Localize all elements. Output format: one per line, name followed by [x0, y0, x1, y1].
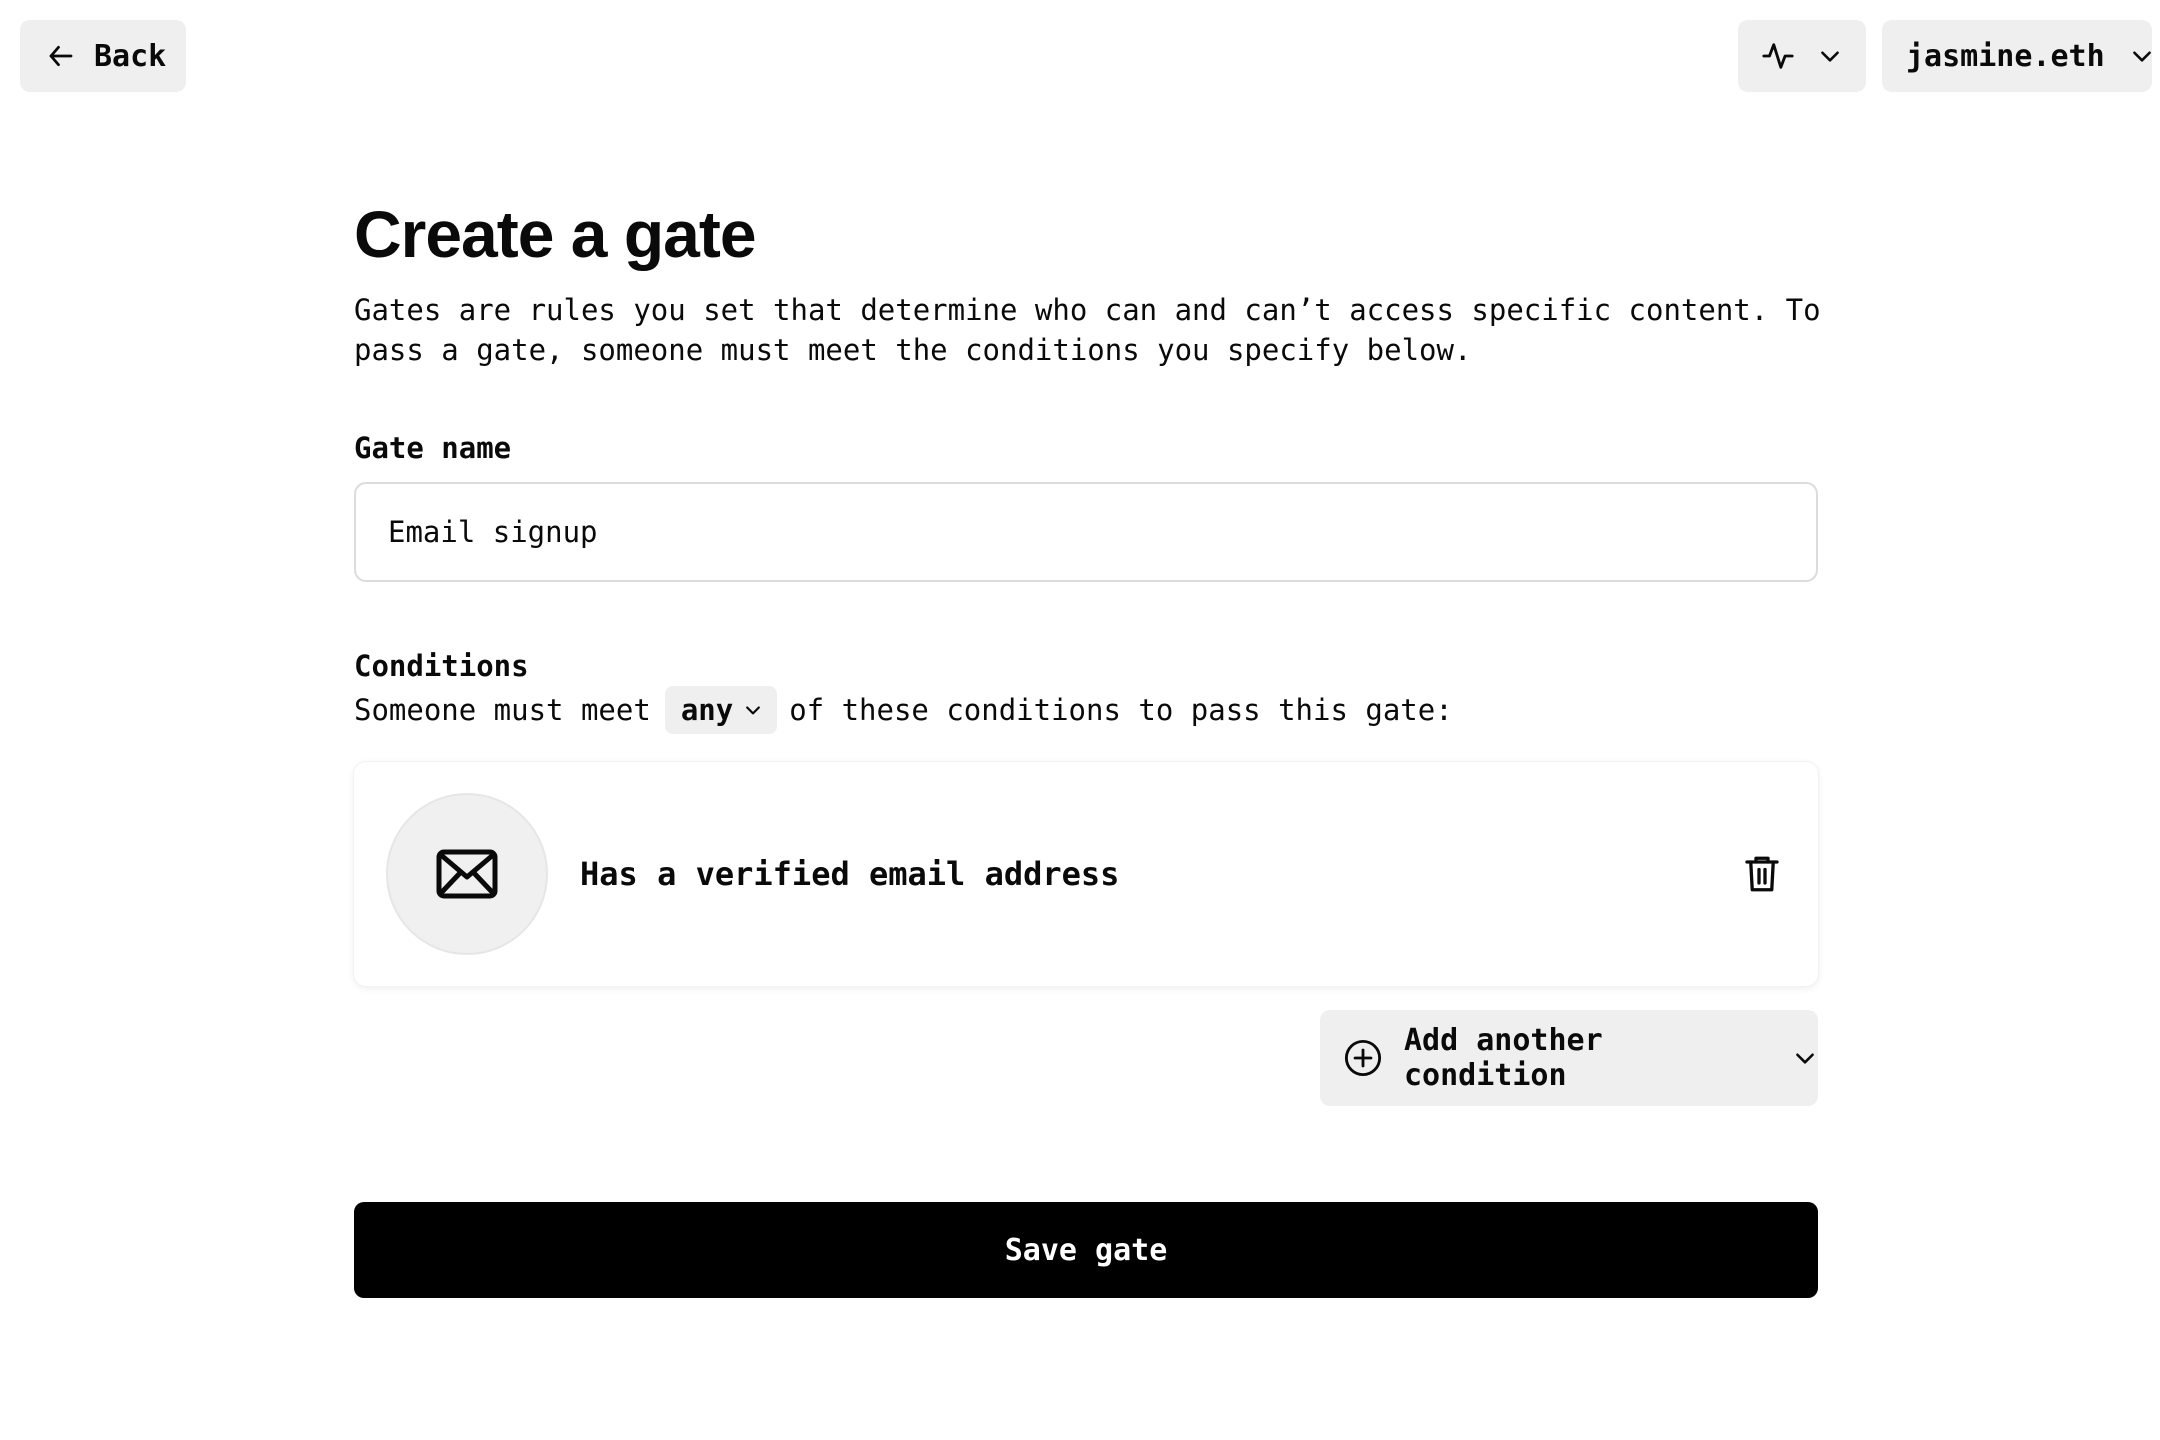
back-button-label: Back: [94, 38, 167, 74]
chevron-down-icon: [1792, 1045, 1818, 1071]
envelope-icon: [436, 849, 498, 899]
delete-condition-trash-icon[interactable]: [1744, 854, 1780, 894]
match-mode-value: any: [680, 693, 734, 727]
page-description: Gates are rules you set that determine who can and can’t access specific content. To pass a gate, someone must meet the conditions you specify below.: [354, 293, 1821, 367]
chevron-down-icon: [2129, 43, 2155, 69]
conditions-sentence-prefix: Someone must meet: [354, 693, 651, 727]
page-title: Create a gate: [354, 197, 756, 271]
back-button[interactable]: [20, 20, 186, 92]
condition-icon-badge: [386, 793, 548, 955]
chevron-down-icon: [743, 700, 763, 720]
top-bar: [0, 0, 2160, 120]
account-menu-button[interactable]: [1882, 20, 2152, 92]
arrow-left-icon: [46, 41, 76, 71]
add-condition-button[interactable]: [1320, 1010, 1818, 1106]
match-mode-select[interactable]: [665, 686, 777, 734]
chevron-down-icon: [1817, 43, 1843, 69]
account-name: jasmine.eth: [1906, 38, 2105, 74]
add-condition-row: [354, 1010, 1818, 1106]
save-gate-label: Save gate: [1004, 1232, 1168, 1268]
conditions-label: Conditions: [354, 649, 529, 683]
gate-name-input[interactable]: [354, 482, 1818, 582]
conditions-sentence-suffix: of these conditions to pass this gate:: [789, 693, 1453, 727]
gate-name-label: Gate name: [354, 431, 512, 465]
activity-menu-button[interactable]: [1738, 20, 1866, 92]
create-gate-form: [354, 190, 1821, 1298]
plus-circle-icon: [1344, 1039, 1382, 1077]
add-condition-label: Add another condition: [1404, 1023, 1603, 1093]
activity-icon: [1761, 39, 1795, 73]
conditions-sentence: [354, 686, 1818, 734]
condition-label: Has a verified email address: [580, 855, 1120, 893]
condition-card: [354, 762, 1818, 986]
save-gate-button[interactable]: [354, 1202, 1818, 1298]
